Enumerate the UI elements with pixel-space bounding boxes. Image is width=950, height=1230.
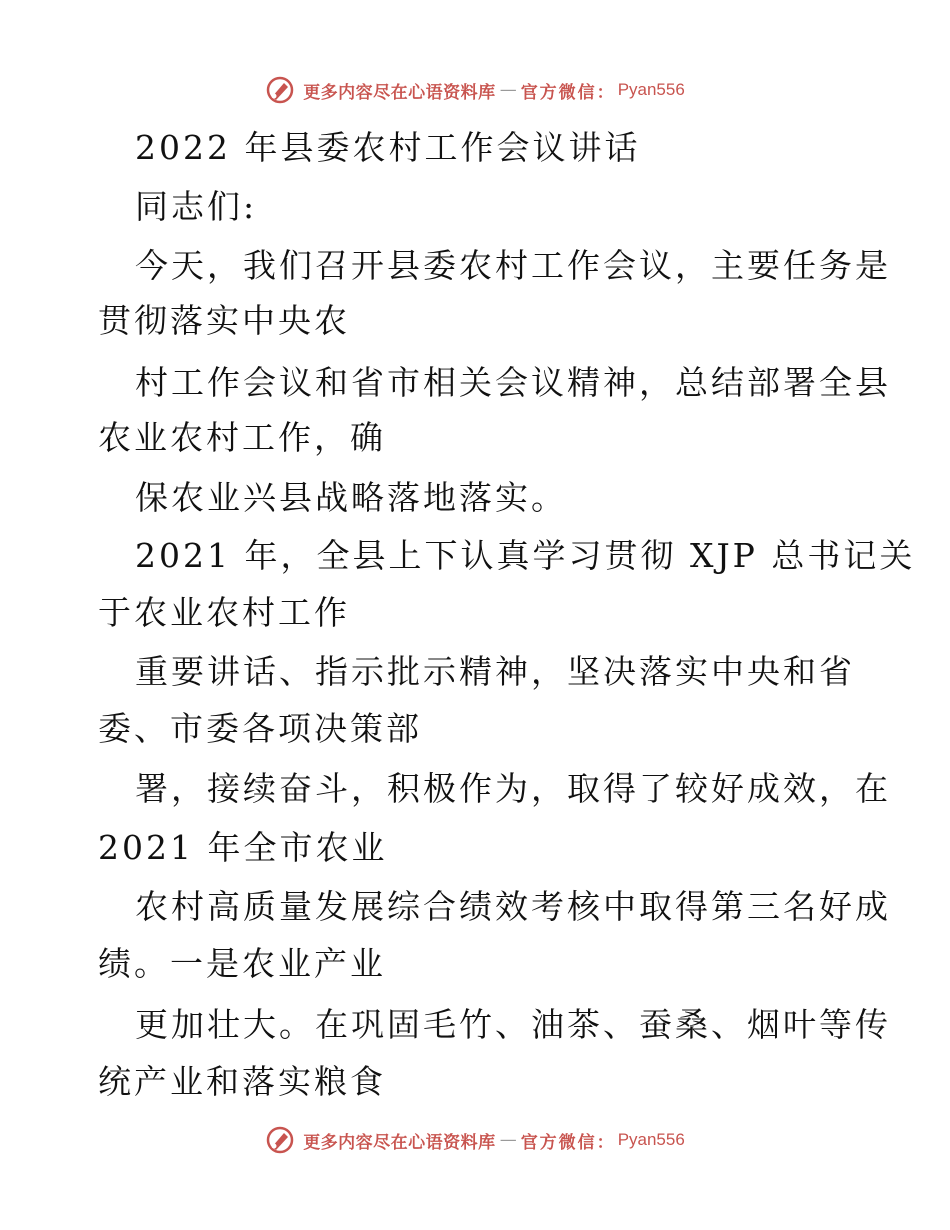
text-line: 保农业兴县战略落地落实。 [135, 478, 567, 517]
watermark-header [0, 70, 950, 110]
text-line: 贯彻落实中央农 [98, 301, 350, 340]
text-line: 更加壮大。在巩固毛竹、油茶、蚕桑、烟叶等传 [135, 1005, 891, 1044]
watermark-official-label: 官方微信： [520, 82, 616, 103]
watermark-brand: 更多内容尽在心语资料库 [303, 1132, 496, 1153]
watermark-separator: — [499, 80, 517, 100]
text-line: 农业农村工作，确 [98, 418, 386, 457]
text-line: 村工作会议和省市相关会议精神，总结部署全县 [135, 363, 891, 402]
text-line: 委、市委各项决策部 [98, 709, 422, 748]
document-title: 2022 年县委农村工作会议讲话 [135, 128, 641, 167]
text-line: 署，接续奋斗，积极作为，取得了较好成效，在 [135, 769, 891, 808]
logo-icon [265, 1125, 295, 1155]
watermark-wechat-id: Pyan556 [617, 80, 685, 99]
watermark-official-label: 官方微信： [520, 1132, 616, 1153]
watermark-footer [0, 1120, 950, 1160]
text-line: 农村高质量发展综合绩效考核中取得第三名好成 [135, 887, 891, 926]
salutation: 同志们: [135, 187, 258, 226]
logo-icon [265, 75, 295, 105]
watermark-brand: 更多内容尽在心语资料库 [303, 82, 496, 103]
text-line: 统产业和落实粮食 [98, 1062, 386, 1101]
watermark-wechat-id: Pyan556 [617, 1130, 685, 1149]
text-line: 2021 年全市农业 [98, 828, 388, 867]
text-line: 于农业农村工作 [98, 593, 350, 632]
text-line: 绩。一是农业产业 [98, 944, 386, 983]
watermark-separator: — [499, 1130, 517, 1150]
text-line: 2021 年，全县上下认真学习贯彻 XJP 总书记关 [135, 536, 916, 575]
text-line: 今天，我们召开县委农村工作会议，主要任务是 [135, 246, 891, 285]
text-line: 重要讲话、指示批示精神，坚决落实中央和省 [135, 652, 855, 691]
